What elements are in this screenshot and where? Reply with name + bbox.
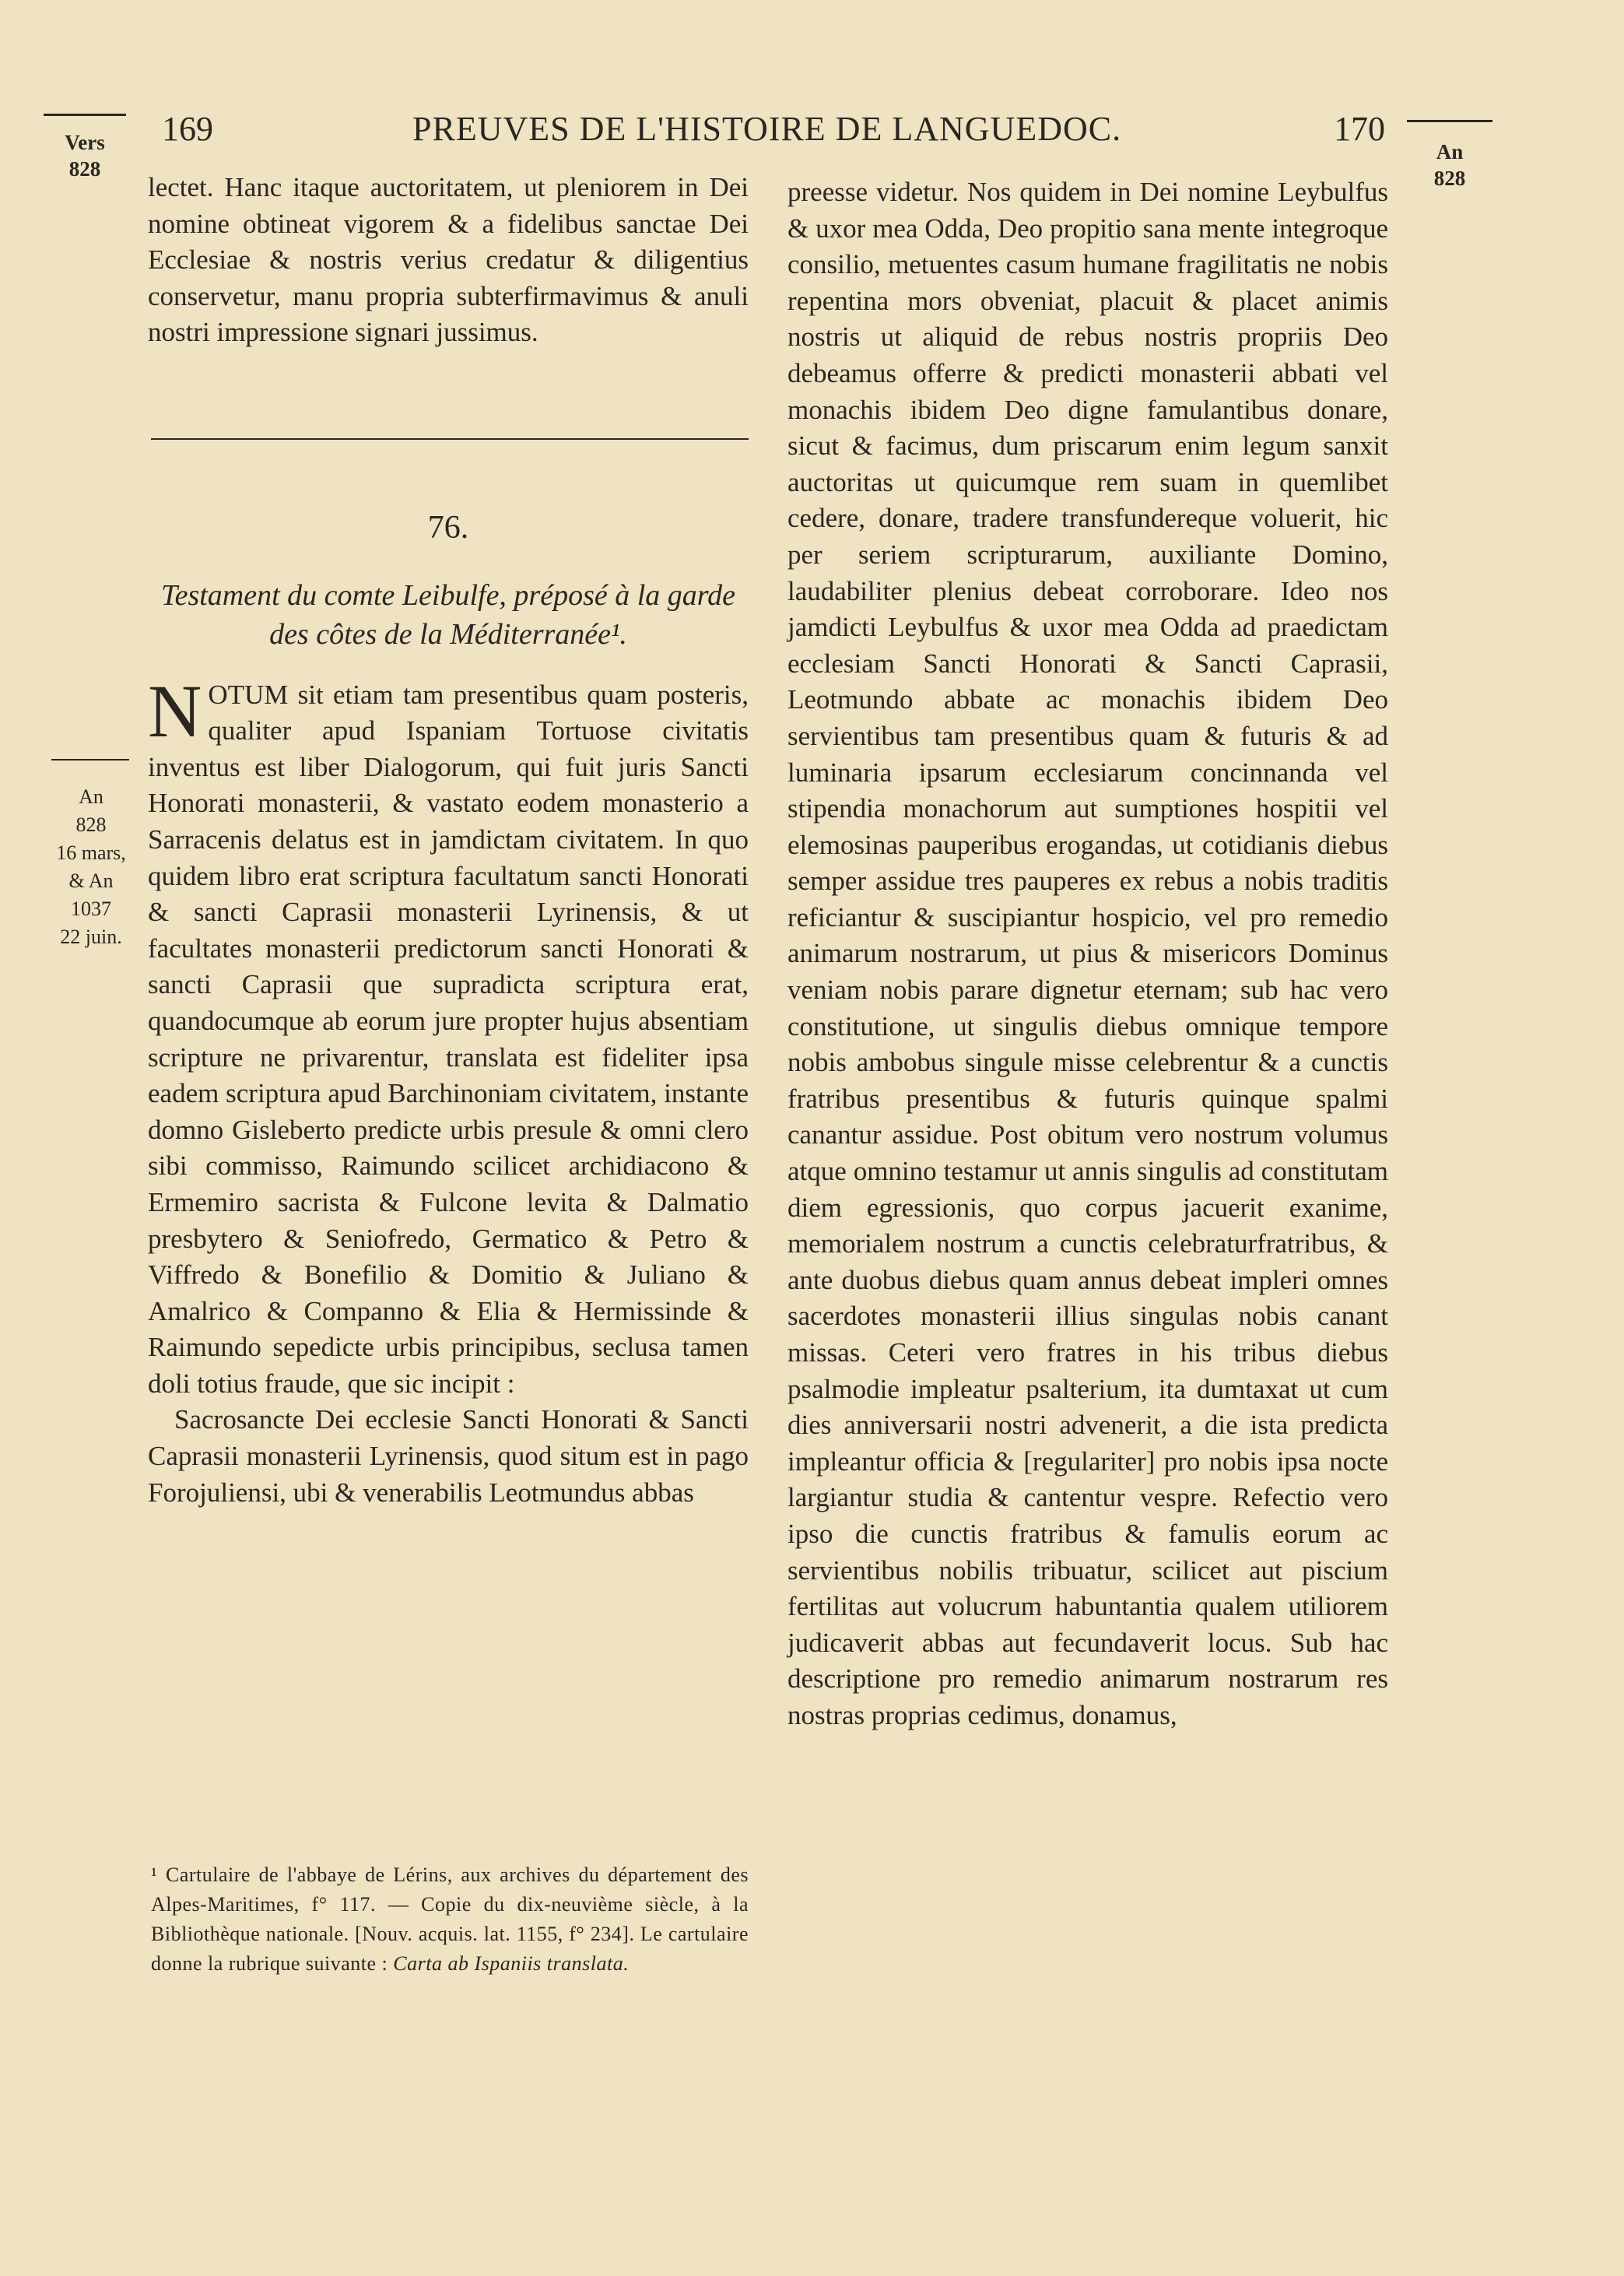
margin-rule-left-mid: [51, 759, 129, 760]
page-number-right: 170: [1334, 110, 1385, 148]
paragraph-text: sit etiam tam presentibus quam posteris, qualiter apud Ispaniam Tortuose civitatis inventus est liber Dialogorum, qui fuit juris Sancti Honorati monasterii, & vastato eodem monasterio a Sarracenis delatus est in jamdictam civitatem. In quo quidem libro erat scriptura facultatum sancti Honorati & sancti Caprasii monasterii Lyrinensis, & ut facultates monasterii predictorum sancti Honorati & sancti Caprasii que supradicta scriptura erat, quandocumque ab eorum jure propter hujus absentiam scripture ne privarentur, translata est fideliter ipsa eadem scriptura apud Barchinoniam civitatem, instante domno Gisleberto predicte urbis presule & omni clero sibi commisso, Raimundo scilicet archidiacono & Ermemiro sacrista & Fulcone levita & Dalmatio presbytero & Seniofredo, Germatico & Petro & Viffredo & Bonefilio & Domitio & Juliano & Amalrico & Companno & Elia & Hermissinde & Raimundo sepedicte urbis principibus, seclusa tamen doli totius fraude, que sic incipit :: [148, 679, 749, 1399]
footnote: [151, 1860, 749, 1979]
margin-rule-top-right: [1407, 120, 1492, 122]
left-column-doc: [148, 510, 749, 1511]
margin-line: An: [1436, 140, 1464, 163]
margin-line: 22 juin.: [60, 926, 122, 948]
margin-line: & An: [68, 869, 114, 892]
margin-line: 828: [75, 813, 107, 836]
margin-line: 828: [1433, 167, 1466, 190]
left-column-top: [148, 170, 749, 351]
margin-line: An: [79, 785, 103, 808]
paragraph-notum: [148, 669, 749, 1403]
margin-line: 828: [68, 157, 101, 181]
margin-note-top-right: [1412, 139, 1487, 191]
section-divider: [151, 438, 749, 440]
running-title: PREUVES DE L'HISTOIRE DE LANGUEDOC.: [412, 110, 1122, 148]
margin-line: Vers: [65, 131, 105, 154]
paragraph-sacrosancte: Sacrosancte Dei ecclesie Sancti Honorati & Sancti Caprasii monasterii Lyrinensis, quod situm est in pago Forojuliensi, ubi & venerabilis Leotmundus abbas: [148, 1404, 749, 1508]
page-number-left: 169: [162, 110, 213, 148]
right-column: [787, 174, 1388, 1734]
footnote-body: ¹ Cartulaire de l'abbaye de Lérins, aux archives du département des Alpes-Maritimes, f° 117. — Copie du dix-neuvième siècle, à la Bibliothèque nationale. [Nouv. acquis. lat. 1155, f° 234]. Le cartulaire donne la rubrique suivante :: [151, 1863, 749, 1975]
margin-line: 16 mars,: [56, 841, 126, 864]
footnote-rubric: Carta ab Ispaniis translata.: [393, 1952, 630, 1975]
margin-line: 1037: [71, 897, 111, 920]
document-number: 76.: [427, 510, 469, 546]
margin-rule-top-left: [44, 114, 126, 116]
first-word: OTUM: [208, 679, 289, 710]
paragraph-previous-charter: lectet. Hanc itaque auctoritatem, ut pleniorem in Dei nomine obtineat vigorem & a fidelibus sanctae Dei Ecclesiae & nostris verius credatur & diligentius conservetur, manu propria subterfirmavimus & anuli nostri impressione signari jussimus.: [148, 172, 749, 348]
paragraph-testament: preesse videtur. Nos quidem in Dei nomine Leybulfus & uxor mea Odda, Deo propitio sana mente integroque consilio, metuentes casum humane fragilitatis ne nobis repentina mors obveniat, placuit & placet animis nostris ut aliquid de rebus nostris propriis Deo debeamus offerre & predicti monasterii abbati vel monachis ibidem Deo digne famulantibus donare, sicut & facimus, dum priscarum enim legum sanxit auctoritas ut quicumque rem suam in quemlibet cedere, donare, tradere transfundereque voluerit, hic per seriem scripturarum, auxiliante Domino, laudabiliter plenius debeat corroborare. Ideo nos jamdicti Leybulfus & uxor mea Odda ad praedictam ecclesiam Sancti Honorati & Sancti Caprasii, Leotmundo abbate ac monachis ibidem Deo servientibus tam presentibus quam & futuris & ad luminaria ipsarum ecclesiarum concinnanda vel stipendia monachorum aut sumptiones hospitii vel elemosinas pauperibus erogandas, ut cotidianis diebus semper assidue tres pauperes ex rebus a nobis traditis reficiantur & suscipiantur hospicio, vel pro remedio animarum nostrarum, ut pius & misericors Dominus veniam nobis parare dignetur eternam; sub hac vero constitutione, ut singulis diebus omnique tempore nobis ambobus singule misse celebrentur & a cunctis fratribus presentibus & futuris quinque spalmi canantur assidue. Post obitum vero nostrum volumus atque omnino testamur ut annis singulis ad constitutam diem egressionis, quo corpus jacuerit exanime, memorialem nostrum a cunctis celebraturfratribus, & ante duobus diebus quam annus debeat impleri omnes sacerdotes monasterii illius singulas nobis canant missas. Ceteri vero fratres in his tribus diebus psalmodie impleatur psalterium, ita dumtaxat ut cum dies anniversarii nostri advenerit, a die ista predicta impleantur officia & [regulariter] pro nobis ipsa nocte largiantur studia & cantentur vespre. Refectio vero ipso die cunctis fratribus & famulis eorum ac servientibus nobilis tribuatur, scilicet aut piscium fertilitas aut volucrum habuntantia qualem utiliorem judicaverit abbas aut fecundaverit locus. Sub hac descriptione pro remedio animarum nostrarum res nostras proprias cedimus, donamus,: [787, 177, 1388, 1730]
footnote-text: [151, 1860, 749, 1979]
margin-note-left-mid: [44, 783, 139, 951]
document-title: Testament du comte Leibulfe, préposé à la garde des côtes de la Méditerranée¹.: [160, 578, 736, 651]
margin-note-top-left: [48, 129, 121, 182]
drop-cap: N: [148, 669, 202, 753]
